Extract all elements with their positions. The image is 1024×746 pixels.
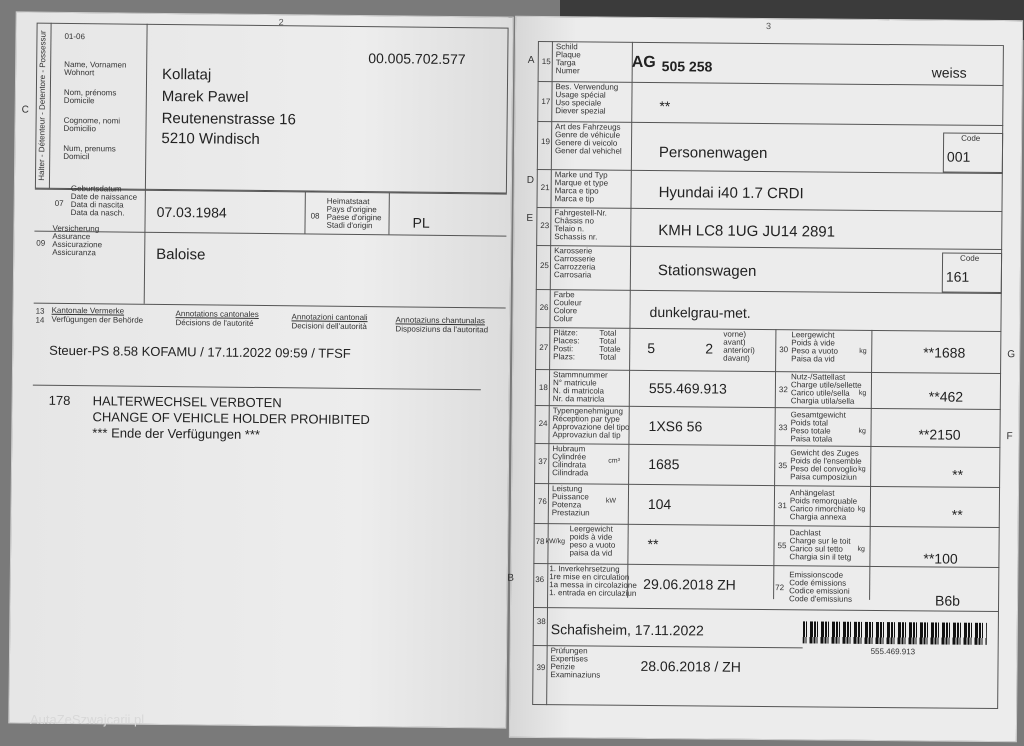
- holder-label: Cognome, nomi: [63, 115, 121, 126]
- unit-label: cm³: [608, 457, 620, 465]
- towing-label: Chargia annexa: [789, 512, 847, 522]
- train-weight-label: Gewicht des Zuges: [790, 448, 859, 458]
- plate-prefix: AG: [631, 53, 656, 72]
- make-type: Hyundai i40 1.7 CRDI: [658, 184, 804, 203]
- body-label: Karosserie: [554, 246, 593, 256]
- unit-label: kg: [858, 427, 866, 435]
- chassis-label: Schassis nr.: [554, 232, 598, 242]
- total-weight: **2150: [918, 426, 961, 443]
- field-number: 38: [536, 617, 546, 627]
- unit-label: kW/kg: [545, 538, 566, 546]
- body-type: Stationswagen: [657, 262, 757, 280]
- holder-street: Reutenenstrasse 16: [161, 109, 296, 129]
- body-code: 161: [945, 268, 970, 285]
- unit-label: kW: [605, 497, 617, 505]
- curb-weight-label: Peso a vuoto: [791, 346, 838, 356]
- power-weight-label: peso a vuoto: [569, 540, 616, 550]
- master-number-label: Nr. da matricla: [552, 394, 605, 404]
- body-label: Carrosserie: [554, 254, 596, 264]
- plate-label: Schild: [555, 42, 578, 52]
- vehicle-kind-label: Genre de véhicule: [555, 130, 621, 140]
- displacement-label: Cilindrata: [552, 460, 587, 470]
- field-number: 36: [535, 574, 545, 585]
- holder-label: Domicilio: [63, 123, 97, 134]
- seats-total-label: Total: [599, 328, 617, 338]
- power-weight-label: poids à vide: [569, 532, 613, 542]
- first-registration: 29.06.2018 ZH: [643, 575, 736, 593]
- plate-label: Numer: [555, 66, 580, 76]
- type-approval: 1XS6 56: [648, 417, 703, 435]
- seats-label: Plätze:: [553, 328, 578, 338]
- emission-code: B6b: [935, 592, 961, 609]
- tax-line: Steuer-PS 8.58 KOFAMU / 17.11.2022 09:59 / TFSF: [49, 342, 351, 361]
- inspection-date: 28.06.2018 / ZH: [640, 657, 741, 675]
- birth-date-label: Date de naissance: [70, 191, 138, 202]
- seats-total-label: Total: [599, 336, 617, 346]
- total-weight-label: Peso totale: [790, 426, 831, 436]
- birth-date-label: Data di nascita: [70, 199, 124, 210]
- special-use-label: Usage spécial: [555, 90, 606, 100]
- barcode-number: 555.469.913: [870, 646, 916, 657]
- field-number: 35: [778, 461, 788, 471]
- master-number-label: N. di matricola: [552, 386, 605, 396]
- section-letter-b: B: [507, 572, 514, 584]
- restriction-end: *** Ende der Verfügungen ***: [92, 425, 261, 442]
- seats-front: 2: [705, 340, 714, 357]
- make-type-label: Marca e tip: [554, 194, 595, 204]
- roof-load-label: Carico sul tetto: [789, 544, 843, 554]
- chassis-label: Telaio n.: [554, 224, 585, 234]
- displacement-label: Cylindrée: [552, 452, 587, 462]
- insurance-label: Assicurazione: [52, 239, 103, 250]
- inspection-label: Prüfungen: [550, 646, 588, 656]
- holder-last-name: Kollataj: [162, 65, 212, 84]
- inspection-label: Perizie: [550, 662, 575, 672]
- annotations-label: Verfügungen der Behörde: [51, 314, 144, 325]
- first-registration-label: 1a messa in circolazione: [549, 580, 637, 590]
- home-country-label: Paese d'origine: [326, 212, 382, 223]
- annotations-label: Disposiziuns da l'autoritad: [395, 324, 489, 335]
- type-approval-label: Réception par type: [552, 414, 620, 424]
- payload-label: Chargia utila/sella: [790, 396, 855, 406]
- issue-place-date: Schafisheim, 17.11.2022: [550, 621, 704, 639]
- holder-code: 01-06: [64, 31, 85, 42]
- master-number-label: N° matricule: [552, 378, 597, 388]
- special-use: **: [659, 98, 671, 115]
- plate-color: weiss: [931, 64, 967, 81]
- payload-label: Charge utile/sellette: [790, 380, 862, 390]
- field-number: 26: [539, 303, 549, 313]
- right-page: [509, 16, 1023, 742]
- birth-date: 07.03.1984: [156, 203, 227, 221]
- seats-total: 5: [647, 339, 656, 357]
- field-number: 14: [35, 315, 45, 325]
- make-type-label: Marca e tipo: [554, 186, 599, 196]
- field-number: 25: [539, 261, 549, 271]
- curb-weight: **1688: [923, 344, 966, 361]
- displacement-label: Cilindrada: [552, 468, 589, 478]
- holder-label: Domicile: [63, 95, 95, 106]
- type-approval-label: Approvazione del tipo: [552, 422, 630, 432]
- payload: **462: [928, 388, 964, 405]
- restriction-de: HALTERWECHSEL VERBOTEN: [92, 393, 282, 411]
- home-country-label: Heimatstaat: [326, 196, 370, 207]
- color-label: Colore: [553, 306, 578, 316]
- color-label: Couleur: [553, 298, 582, 308]
- holder-label: Num, prenums: [63, 143, 116, 154]
- field-number: 21: [540, 183, 550, 193]
- first-registration-label: 1. entrada en circulaziun: [549, 588, 637, 598]
- home-country-label: Stadi d'origin: [326, 220, 373, 231]
- train-weight-label: Paisa cumposiziun: [790, 472, 857, 482]
- vehicle-kind-label: Art des Fahrzeugs: [555, 122, 621, 132]
- towing-label: Anhängelast: [789, 488, 835, 498]
- field-number: 13: [35, 306, 45, 316]
- field-number: 17: [541, 97, 551, 107]
- field-number: 24: [538, 419, 548, 429]
- master-number-label: Stammnummer: [552, 370, 608, 380]
- inspection-label: Examinaziuns: [550, 670, 601, 680]
- train-weight-label: Poids de l'ensemble: [790, 456, 862, 466]
- unit-label: kg: [859, 347, 867, 355]
- annotations-label: Kantonale Vermerke: [51, 305, 125, 316]
- seats-label: Plazs:: [553, 352, 576, 362]
- unit-label: kg: [857, 545, 865, 553]
- roof-load-label: Charge sur le toit: [789, 536, 851, 546]
- holder-box: [35, 23, 509, 194]
- field-number: 08: [310, 211, 320, 221]
- total-weight-label: Poids total: [790, 418, 829, 428]
- section-letter: C: [21, 104, 30, 116]
- power: 104: [647, 495, 672, 513]
- section-letter-d: D: [526, 174, 535, 186]
- home-country-label: Pays d'origine: [326, 204, 377, 215]
- towing-weight: **: [951, 506, 963, 523]
- payload-label: Nutz-/Sattellast: [790, 372, 846, 382]
- train-weight: **: [952, 466, 964, 483]
- curb-weight-label: Paisa da vid: [791, 354, 835, 364]
- towing-label: Carico rimorchiato: [789, 504, 855, 514]
- type-approval-label: Approvaziun dal tip: [552, 430, 621, 440]
- home-country: PL: [412, 214, 430, 231]
- annotations-label: Décisions de l'autorité: [175, 318, 254, 328]
- chassis-number: KMH LC8 1UG JU14 2891: [658, 222, 836, 241]
- vehicle-kind-label: Genere di veicolo: [555, 138, 618, 148]
- type-approval-label: Typengenehmigung: [552, 406, 624, 416]
- holder-id: 00.005.702.577: [368, 50, 466, 68]
- holder-label: Nom, prénoms: [63, 87, 117, 98]
- power-weight-label: Leergewicht: [569, 524, 613, 534]
- field-number: 15: [541, 57, 551, 67]
- holder-label: Domicil: [63, 151, 90, 162]
- seats-front-label: anteriori): [723, 345, 755, 355]
- curb-weight-label: Leergewicht: [791, 330, 835, 340]
- unit-label: kg: [858, 465, 866, 473]
- first-registration-label: 1. Inverkehrsetzung: [549, 564, 620, 574]
- body-label: Carrosaria: [553, 270, 592, 280]
- section-letter-f: F: [1006, 431, 1013, 443]
- field-number: 30: [779, 345, 789, 355]
- payload-label: Carico utile/sella: [790, 388, 850, 398]
- holder-first-name: Marek Pawel: [161, 87, 249, 106]
- vehicle-kind-code: 001: [946, 148, 971, 165]
- annotations-label: Annotaziuns chantunalas: [395, 315, 485, 326]
- power-weight-label: paisa da vid: [569, 548, 613, 558]
- field-number: 78: [535, 536, 545, 547]
- inspection-label: Expertises: [550, 654, 588, 664]
- birth-date-label: Geburtsdatum: [70, 183, 122, 194]
- section-letter-g: G: [1007, 349, 1016, 361]
- seats-front-label: davant): [723, 353, 750, 363]
- first-registration-label: 1re mise en circulation: [549, 572, 630, 582]
- roof-load: **100: [923, 550, 958, 567]
- field-number: 32: [778, 385, 788, 395]
- curb-weight-label: Poids à vide: [791, 338, 835, 348]
- holder-label: Name, Vornamen: [64, 59, 127, 70]
- master-number: 555.469.913: [648, 379, 727, 397]
- watermark: AutaZeSzwajcarii.pl: [30, 712, 145, 727]
- field-number: 55: [777, 541, 787, 551]
- total-weight-label: Gesamtgewicht: [790, 410, 846, 420]
- page-number: 2: [278, 17, 284, 28]
- field-number: 33: [778, 423, 788, 433]
- power-label: Puissance: [551, 492, 589, 502]
- code-label: Code: [961, 133, 981, 143]
- holder-side-label: Halter - Détenteur - Detentore - Possessur: [36, 30, 48, 181]
- holder-label: Wohnort: [64, 67, 95, 78]
- insurance-label: Assicuranza: [52, 247, 96, 258]
- roof-load-label: Chargia sin il tetg: [789, 552, 852, 562]
- color: dunkelgrau-met.: [649, 303, 751, 321]
- chassis-label: Châssis no: [554, 216, 594, 226]
- towing-label: Poids remorquable: [789, 496, 858, 506]
- plate-label: Plaque: [555, 50, 581, 60]
- barcode: [803, 621, 987, 645]
- power-label: Potenza: [551, 500, 582, 510]
- left-page: [8, 11, 513, 728]
- restriction-en: CHANGE OF VEHICLE HOLDER PROHIBITED: [92, 409, 370, 428]
- power-label: Leistung: [551, 484, 583, 494]
- train-weight-label: Peso del convoglio: [790, 464, 858, 474]
- seats-label: Places:: [553, 336, 580, 346]
- insurance-label: Assurance: [52, 231, 91, 242]
- seats-total-label: Total: [599, 352, 617, 362]
- roof-load-label: Dachlast: [789, 528, 821, 538]
- special-use-label: Bes. Verwendung: [555, 82, 619, 92]
- chassis-label: Fahrgestell-Nr.: [554, 208, 607, 218]
- birth-date-label: Data da nasch.: [70, 207, 125, 218]
- emission-code-label: Code émissions: [789, 578, 847, 588]
- vehicle-kind-label: Gener dal vehichel: [554, 146, 622, 156]
- emission-code-label: Emissionscode: [789, 570, 844, 580]
- power-label: Prestaziun: [551, 508, 590, 518]
- field-number: 37: [538, 457, 548, 467]
- section-letter-a: A: [527, 54, 535, 66]
- annotations-label: Decisioni dell'autorità: [291, 321, 367, 332]
- emission-code-label: Code d'emissiuns: [789, 594, 853, 604]
- restriction-code: 178: [48, 392, 71, 409]
- field-number: 18: [538, 383, 548, 393]
- plate-label: Targa: [555, 58, 576, 68]
- power-weight: **: [647, 535, 659, 553]
- displacement: 1685: [648, 455, 680, 473]
- special-use-label: Uso speciale: [555, 98, 602, 108]
- field-number: 31: [777, 501, 787, 511]
- emission-code-label: Codice emissioni: [789, 586, 850, 596]
- field-number: 07: [54, 198, 64, 208]
- color-label: Farbe: [553, 290, 575, 300]
- insurance-label: Versicherung: [52, 223, 100, 234]
- field-number: 72: [775, 583, 785, 593]
- plate-number: 505 258: [661, 58, 713, 75]
- seats-total-label: Totale: [599, 344, 621, 354]
- field-number: 23: [540, 221, 550, 231]
- page-number: 3: [766, 20, 772, 32]
- make-type-label: Marque et type: [554, 178, 609, 188]
- annotations-label: Annotazioni cantonali: [291, 312, 368, 323]
- unit-label: kg: [857, 505, 866, 513]
- annotations-label: Annotations cantonales: [175, 309, 259, 319]
- field-number: 27: [539, 343, 549, 353]
- insurance: Baloise: [156, 245, 206, 264]
- body-label: Carrozzeria: [553, 262, 596, 272]
- make-type-label: Marke und Typ: [554, 170, 608, 180]
- field-number: 39: [536, 663, 546, 673]
- field-number: 09: [36, 238, 46, 248]
- seats-front-label: avant): [723, 337, 746, 347]
- special-use-label: Diever spezial: [555, 106, 606, 116]
- total-weight-label: Paisa totala: [790, 434, 833, 444]
- field-number: 76: [537, 497, 547, 507]
- field-number: 19: [541, 137, 551, 147]
- displacement-label: Hubraum: [552, 444, 586, 454]
- holder-city: 5210 Windisch: [161, 129, 260, 148]
- code-label: Code: [960, 253, 980, 263]
- unit-label: kg: [858, 389, 867, 397]
- vehicle-kind: Personenwagen: [658, 144, 768, 163]
- seats-front-label: vorne): [723, 329, 747, 339]
- seats-label: Posti:: [553, 344, 574, 354]
- color-label: Colur: [553, 314, 573, 324]
- section-letter-e: E: [526, 212, 534, 224]
